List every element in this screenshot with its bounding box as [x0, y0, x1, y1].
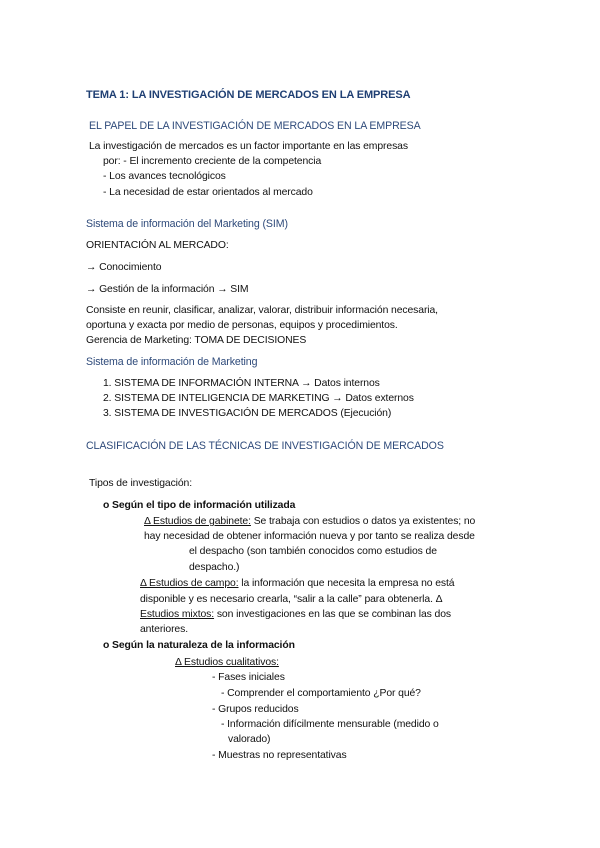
list-item: - Los avances tecnológicos — [103, 171, 226, 182]
types-label: Tipos de investigación: — [89, 478, 193, 489]
list-item: - Grupos reducidos — [212, 704, 299, 715]
list-item: por: - El incremento creciente de la competencia — [103, 156, 322, 167]
cualitativos-line — [175, 656, 279, 669]
term-text: la información que necesita la empresa no está — [238, 578, 455, 589]
paragraph-line: disponible y es necesario crearla, “salir a la calle” para obtenerla. Δ — [140, 594, 443, 605]
paragraph-line: oportuna y exacta por medio de personas, equipos y procedimientos. — [86, 320, 398, 331]
paragraph-line: anteriores. — [140, 624, 188, 635]
list-item: - La necesidad de estar orientados al mercado — [103, 187, 313, 198]
arrow-line: → Conocimiento — [86, 262, 162, 273]
paragraph-line: Consiste en reunir, clasificar, analizar, valorar, distribuir información necesaria, — [86, 305, 438, 316]
paragraph-line: el despacho (son también conocidos como estudios de — [189, 546, 437, 557]
term-label: Δ Estudios cualitativos: — [175, 657, 279, 668]
term-label: Δ Estudios de gabinete: — [144, 516, 251, 527]
numbered-item: 1. SISTEMA DE INFORMACIÓN INTERNA → Datos internos — [103, 378, 380, 389]
criterion-heading: o Según el tipo de información utilizada — [103, 500, 296, 511]
section-heading-role: EL PAPEL DE LA INVESTIGACIÓN DE MERCADOS EN LA EMPRESA — [89, 120, 421, 132]
arrow-line: → Gestión de la información → SIM — [86, 284, 249, 295]
list-item: - Comprender el comportamiento ¿Por qué? — [221, 688, 421, 699]
paragraph-line: hay necesidad de obtener información nueva y por tanto se realiza desde — [144, 531, 475, 542]
term-label: Estudios mixtos: — [140, 609, 215, 620]
numbered-item: 2. SISTEMA DE INTELIGENCIA DE MARKETING → Datos externos — [103, 393, 414, 404]
list-item: - Muestras no representativas — [212, 750, 347, 761]
paragraph-line: valorado) — [228, 734, 271, 745]
gabinete-line — [144, 515, 475, 528]
campo-line — [140, 577, 454, 590]
term-label: Δ Estudios de campo: — [140, 578, 239, 589]
paragraph-line: Gerencia de Marketing: TOMA DE DECISIONES — [86, 335, 307, 346]
orientation-label: ORIENTACIÓN AL MERCADO: — [86, 240, 229, 251]
paragraph-line: despacho.) — [189, 562, 240, 573]
criterion-heading: o Según la naturaleza de la información — [103, 640, 295, 651]
numbered-item: 3. SISTEMA DE INVESTIGACIÓN DE MERCADOS (Ejecución) — [103, 408, 392, 419]
term-text: Se trabaja con estudios o datos ya existentes; no — [250, 516, 476, 527]
term-text: son investigaciones en las que se combinan las dos — [214, 609, 451, 620]
section-heading-sim: Sistema de información del Marketing (SIM) — [86, 218, 288, 230]
page-title: TEMA 1: LA INVESTIGACIÓN DE MERCADOS EN LA EMPRESA — [86, 89, 411, 101]
section-heading-sim-list: Sistema de información de Marketing — [86, 356, 258, 368]
mixtos-line — [140, 608, 451, 621]
paragraph-intro: La investigación de mercados es un factor importante en las empresas — [89, 141, 408, 152]
list-item: - Información difícilmente mensurable (medido o — [221, 719, 439, 730]
list-item: - Fases iniciales — [212, 672, 285, 683]
section-heading-classification: CLASIFICACIÓN DE LAS TÉCNICAS DE INVESTIGACIÓN DE MERCADOS — [86, 440, 444, 452]
